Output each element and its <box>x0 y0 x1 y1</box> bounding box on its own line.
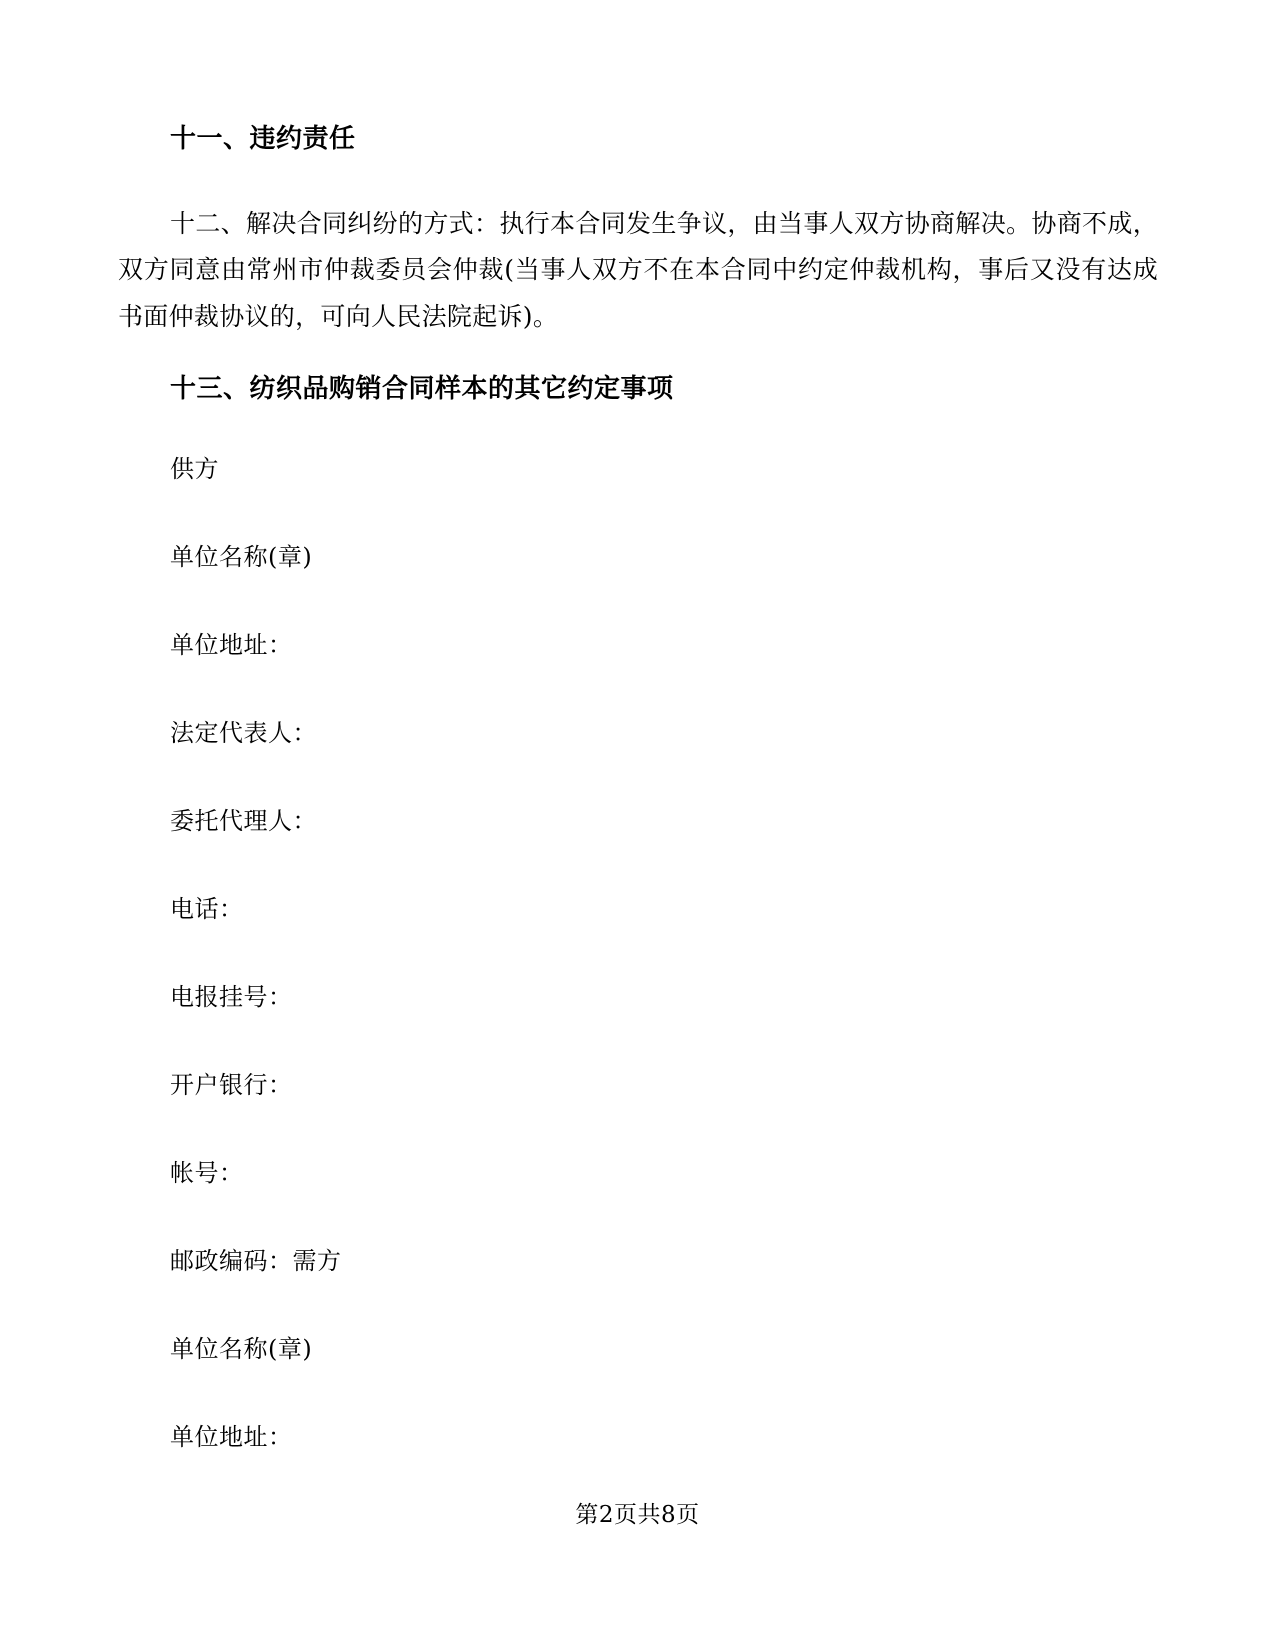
field-supplier-label: 供方 <box>170 454 219 483</box>
field-supplier-postal-code-and-buyer: 邮政编码：需方 <box>170 1246 342 1275</box>
section-heading-thirteen: 十三、纺织品购销合同样本的其它约定事项 <box>170 373 674 404</box>
page-footer <box>0 1496 1275 1529</box>
field-buyer-unit-address: 单位地址： <box>170 1422 293 1451</box>
page-number-label: 第2页共8页 <box>575 1502 700 1528</box>
field-supplier-account-number: 帐号： <box>170 1158 244 1187</box>
field-supplier-unit-name: 单位名称(章) <box>170 542 313 571</box>
field-buyer-unit-name: 单位名称(章) <box>170 1334 313 1363</box>
field-supplier-unit-address: 单位地址： <box>170 630 293 659</box>
section-paragraph-twelve: 十二、解决合同纠纷的方式：执行本合同发生争议，由当事人双方协商解决。协商不成，双方同意由常州市仲裁委员会仲裁(当事人双方不在本合同中约定仲裁机构，事后又没有达成书面仲裁协议的，可向人民法院起诉)。 <box>118 209 1158 331</box>
field-supplier-telegraph-number: 电报挂号： <box>170 982 293 1011</box>
field-supplier-legal-representative: 法定代表人： <box>170 718 317 747</box>
field-supplier-bank: 开户银行： <box>170 1070 293 1099</box>
document-body <box>118 120 1158 1455</box>
field-supplier-telephone: 电话： <box>170 894 244 923</box>
section-heading-eleven: 十一、违约责任 <box>170 124 356 154</box>
field-supplier-authorized-agent: 委托代理人： <box>170 806 317 835</box>
